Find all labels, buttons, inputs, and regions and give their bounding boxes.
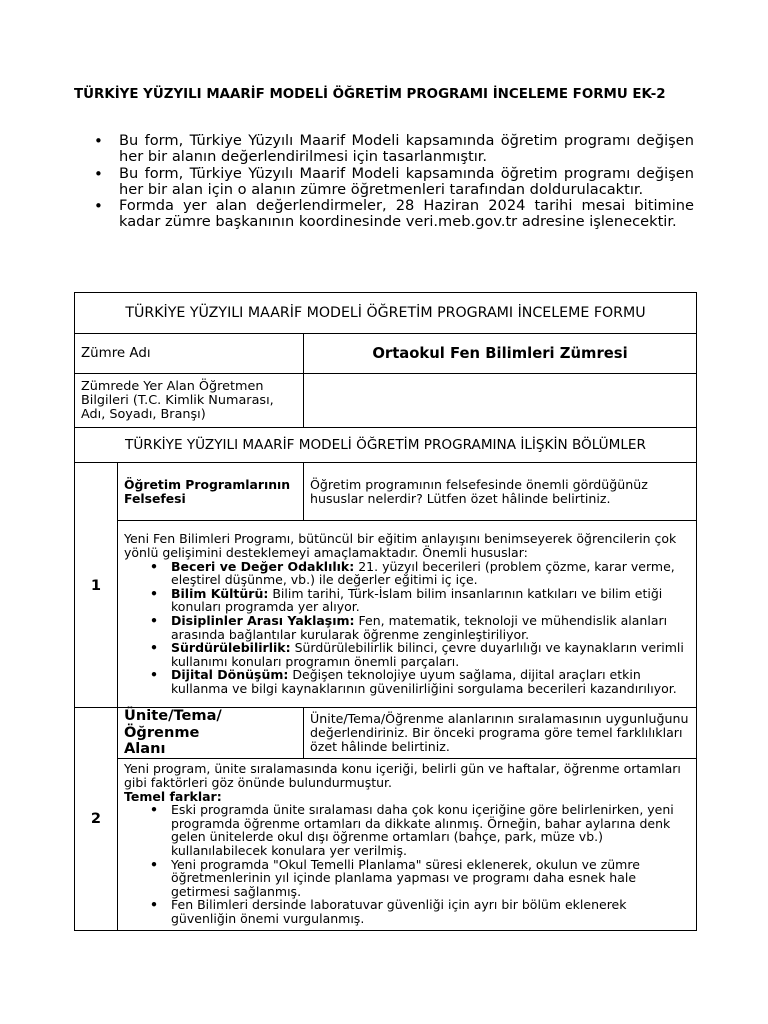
point-term: Disiplinler Arası Yaklaşım: [171, 613, 355, 628]
section-2-title-line: Öğrenme [124, 723, 200, 741]
section-2-title [118, 708, 304, 759]
intro-bullet: • Formda yer alan değerlendirmeler, 28 Haziran 2024 tarihi mesai bitimine kadar zümre başkanının koordinesinde veri.meb.gov.tr adresine işlenecektir. [92, 198, 694, 231]
zumre-value[interactable]: Ortaokul Fen Bilimleri Zümresi [304, 334, 697, 374]
point-text: Bilim tarihi, Türk-İslam bilim insanlarının katkıları ve bilim etiği konuları programda yer alıyor. [171, 585, 663, 615]
section-2-question: Ünite/Tema/Öğrenme alanlarının sıralamasının uygunluğunu değerlendiriniz. Bir önceki programa göre temel farklılıkları özet hâlinde belirtiniz. [304, 708, 697, 759]
point-term: Bilim Kültürü: [171, 585, 269, 601]
intro-bullet-list [92, 133, 694, 231]
point-text: Sürdürülebilirlik bilinci, çevre duyarlılığı ve kaynakların verimli kullanımı konuları programın önemli parçaları. [171, 640, 684, 669]
point-text: 21. yüzyıl becerileri (problem çözme, karar verme, eleştirel düşünme, vb.) ile değerler eğitimi iç içe. [171, 558, 675, 588]
section-2-point: • Yeni programda "Okul Temelli Planlama" süresi eklenerek, okulun ve zümre öğretmenlerinin yıl içinde planlama yapması ve programı daha esnek hale getirmesi sağlanmış. [171, 858, 690, 899]
section-1-point [171, 587, 690, 614]
section-2-subhead-text: Temel farklar: [124, 788, 222, 804]
form-header: TÜRKİYE YÜZYILI MAARİF MODELİ ÖĞRETİM PROGRAMI İNCELEME FORMU [75, 293, 697, 334]
section-2-subhead [124, 790, 690, 804]
section-2-title-line: Ünite/Tema/ [124, 707, 222, 724]
section-2-title-line: Alanı [124, 740, 166, 757]
point-term: Beceri ve Değer Odaklılık: [171, 558, 355, 574]
section-2-answer-intro: Yeni program, ünite sıralamasında konu içeriği, belirli gün ve haftalar, öğrenme ortamları gibi faktörleri göz önünde bulundurmuştur. [124, 761, 681, 791]
zumre-label: Zümre Adı [75, 334, 304, 374]
section-2-point: • Eski programda ünite sıralaması daha çok konu içeriğine göre belirlenirken, yeni programda öğrenme ortamları da dikkate alınmış. Örneğin, bahar aylarına denk gelen ünitelerde okul dışı öğrenme ortamları (bahçe, park, müze vb.) kullanılabilecek konulara yer verilmiş. [171, 803, 690, 857]
document-title: TÜRKİYE YÜZYILI MAARİF MODELİ ÖĞRETİM PROGRAMI İNCELEME FORMU EK-2 [74, 87, 666, 102]
point-text: Değişen teknolojiye uyum sağlama, dijital araçları etkin kullanma ve bilgi kaynaklarının güvenilirliğini sorgulama becerileri kazandırılıyor. [171, 667, 677, 696]
section-1-answer[interactable] [118, 521, 697, 708]
section-1-question: Öğretim programının felsefesinde önemli gördüğünüz hususlar nelerdir? Lütfen özet hâlinde belirtiniz. [304, 463, 697, 521]
point-term: Sürdürülebilirlik: [171, 640, 291, 656]
section-1-point [171, 614, 690, 641]
teachers-value-field[interactable] [304, 374, 697, 428]
section-1-point [171, 641, 690, 668]
section-1-title: Öğretim Programlarının Felsefesi [118, 463, 304, 521]
intro-bullet: • Bu form, Türkiye Yüzyılı Maarif Modeli kapsamında öğretim programı değişen her bir alanın değerlendirilmesi için tasarlanmıştır. [92, 133, 694, 166]
section-2-point-list [124, 803, 690, 925]
point-text: Fen, matematik, teknoloji ve mühendislik alanları arasında bağlantılar kurularak öğrenme zenginleştiriliyor. [171, 613, 668, 642]
sections-header: TÜRKİYE YÜZYILI MAARİF MODELİ ÖĞRETİM PROGRAMINA İLİŞKİN BÖLÜMLER [75, 428, 697, 463]
section-2-number: 2 [75, 708, 118, 931]
teachers-label: Zümrede Yer Alan Öğretmen Bilgileri (T.C. Kimlik Numarası, Adı, Soyadı, Branşı) [75, 374, 304, 428]
section-2-answer[interactable] [118, 758, 697, 930]
intro-bullet: • Bu form, Türkiye Yüzyılı Maarif Modeli kapsamında öğretim programı değişen her bir alan için o alanın zümre öğretmenleri tarafından doldurulacaktır. [92, 166, 694, 199]
section-1-point-list [124, 560, 690, 696]
section-1-answer-intro: Yeni Fen Bilimleri Programı, bütüncül bir eğitim anlayışını benimseyerek öğrencilerin çok yönlü gelişimini desteklemeyi amaçlamaktadır. Önemli hususlar: [124, 531, 677, 561]
evaluation-form-table [74, 292, 697, 931]
point-term: Dijital Dönüşüm: [171, 667, 289, 683]
section-1-point [171, 668, 690, 695]
section-2-point: • Fen Bilimleri dersinde laboratuvar güvenliği için ayrı bir bölüm eklenerek güvenliğin önemi vurgulanmış. [171, 898, 690, 925]
section-1-number: 1 [75, 463, 118, 708]
section-1-point [171, 560, 690, 587]
